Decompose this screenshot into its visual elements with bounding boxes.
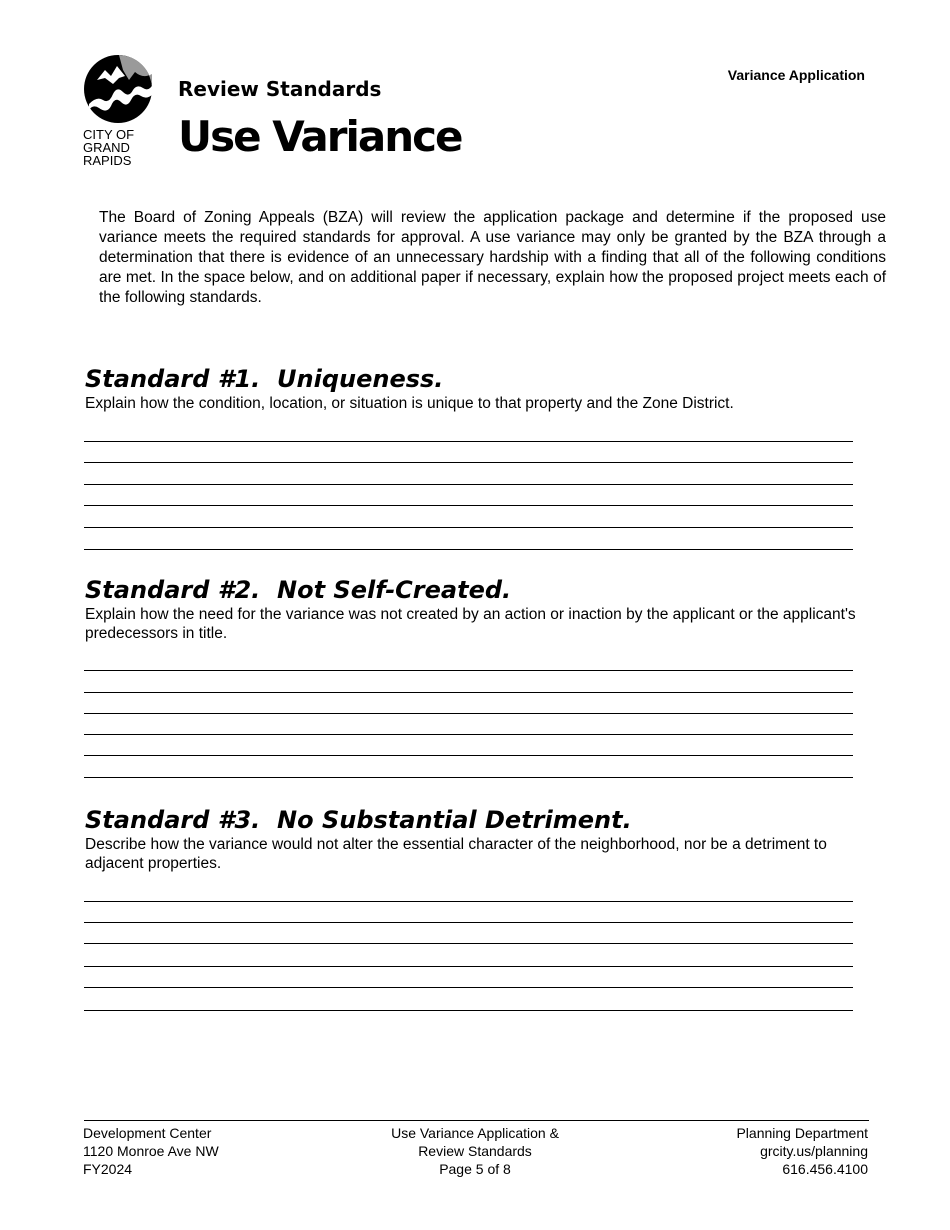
- standard-3-description: Describe how the variance would not alter the essential character of the neighborhood, nor be a detriment to adjacent properties.: [85, 836, 827, 872]
- answer-line[interactable]: [84, 922, 853, 923]
- answer-line[interactable]: [84, 734, 853, 735]
- city-logo-icon: [83, 54, 157, 126]
- answer-line[interactable]: [84, 549, 853, 550]
- answer-line[interactable]: [84, 987, 853, 988]
- standard-3: [85, 806, 885, 873]
- standard-3-heading: Standard #3. No Substantial Detriment.: [85, 806, 632, 834]
- answer-line[interactable]: [84, 943, 853, 944]
- answer-line[interactable]: [84, 441, 853, 442]
- logo-wordmark: CITY OF GRAND RAPIDS: [83, 127, 135, 168]
- answer-line[interactable]: [84, 505, 853, 506]
- section-subtitle: Review Standards: [178, 77, 382, 101]
- answer-line[interactable]: [84, 755, 853, 756]
- standard-1: [85, 365, 885, 413]
- standard-2-description: Explain how the need for the variance was not created by an action or inaction by the applicant or the applicant's predecessors in title.: [85, 606, 856, 642]
- answer-line[interactable]: [84, 670, 853, 671]
- answer-line[interactable]: [84, 901, 853, 902]
- page-number: Page 5 of 8: [439, 1161, 511, 1177]
- answer-line[interactable]: [84, 1010, 853, 1011]
- page-title: Use Variance: [178, 112, 462, 161]
- footer-left: Development Center 1120 Monroe Ave NW FY2024: [83, 1125, 219, 1177]
- answer-line[interactable]: [84, 527, 853, 528]
- city-logo: [83, 54, 157, 170]
- answer-line[interactable]: [84, 692, 853, 693]
- answer-line[interactable]: [84, 713, 853, 714]
- answer-line[interactable]: [84, 966, 853, 967]
- standard-1-description: Explain how the condition, location, or situation is unique to that property and the Zone District.: [85, 395, 734, 412]
- standard-2-heading: Standard #2. Not Self-Created.: [85, 576, 512, 604]
- footer-center: Use Variance Application & Review Standards Page 5 of 8: [340, 1124, 610, 1178]
- answer-line[interactable]: [84, 462, 853, 463]
- answer-line[interactable]: [84, 777, 853, 778]
- form-name: Variance Application: [727, 67, 865, 83]
- footer-divider: [84, 1120, 869, 1121]
- answer-line[interactable]: [84, 484, 853, 485]
- standard-2: [85, 576, 885, 643]
- intro-paragraph: The Board of Zoning Appeals (BZA) will review the application package and determine if the proposed use variance meets the required standards for approval. A use variance may only be granted by the BZA through a determination that there is evidence of an unnecessary hardship with a finding that all of the following conditions are met. In the space below, and on additional paper if necessary, explain how the proposed project meets each of the following standards.: [99, 209, 886, 306]
- footer-right: Planning Department grcity.us/planning 616.456.4100: [736, 1125, 868, 1177]
- standard-1-heading: Standard #1. Uniqueness.: [85, 365, 444, 393]
